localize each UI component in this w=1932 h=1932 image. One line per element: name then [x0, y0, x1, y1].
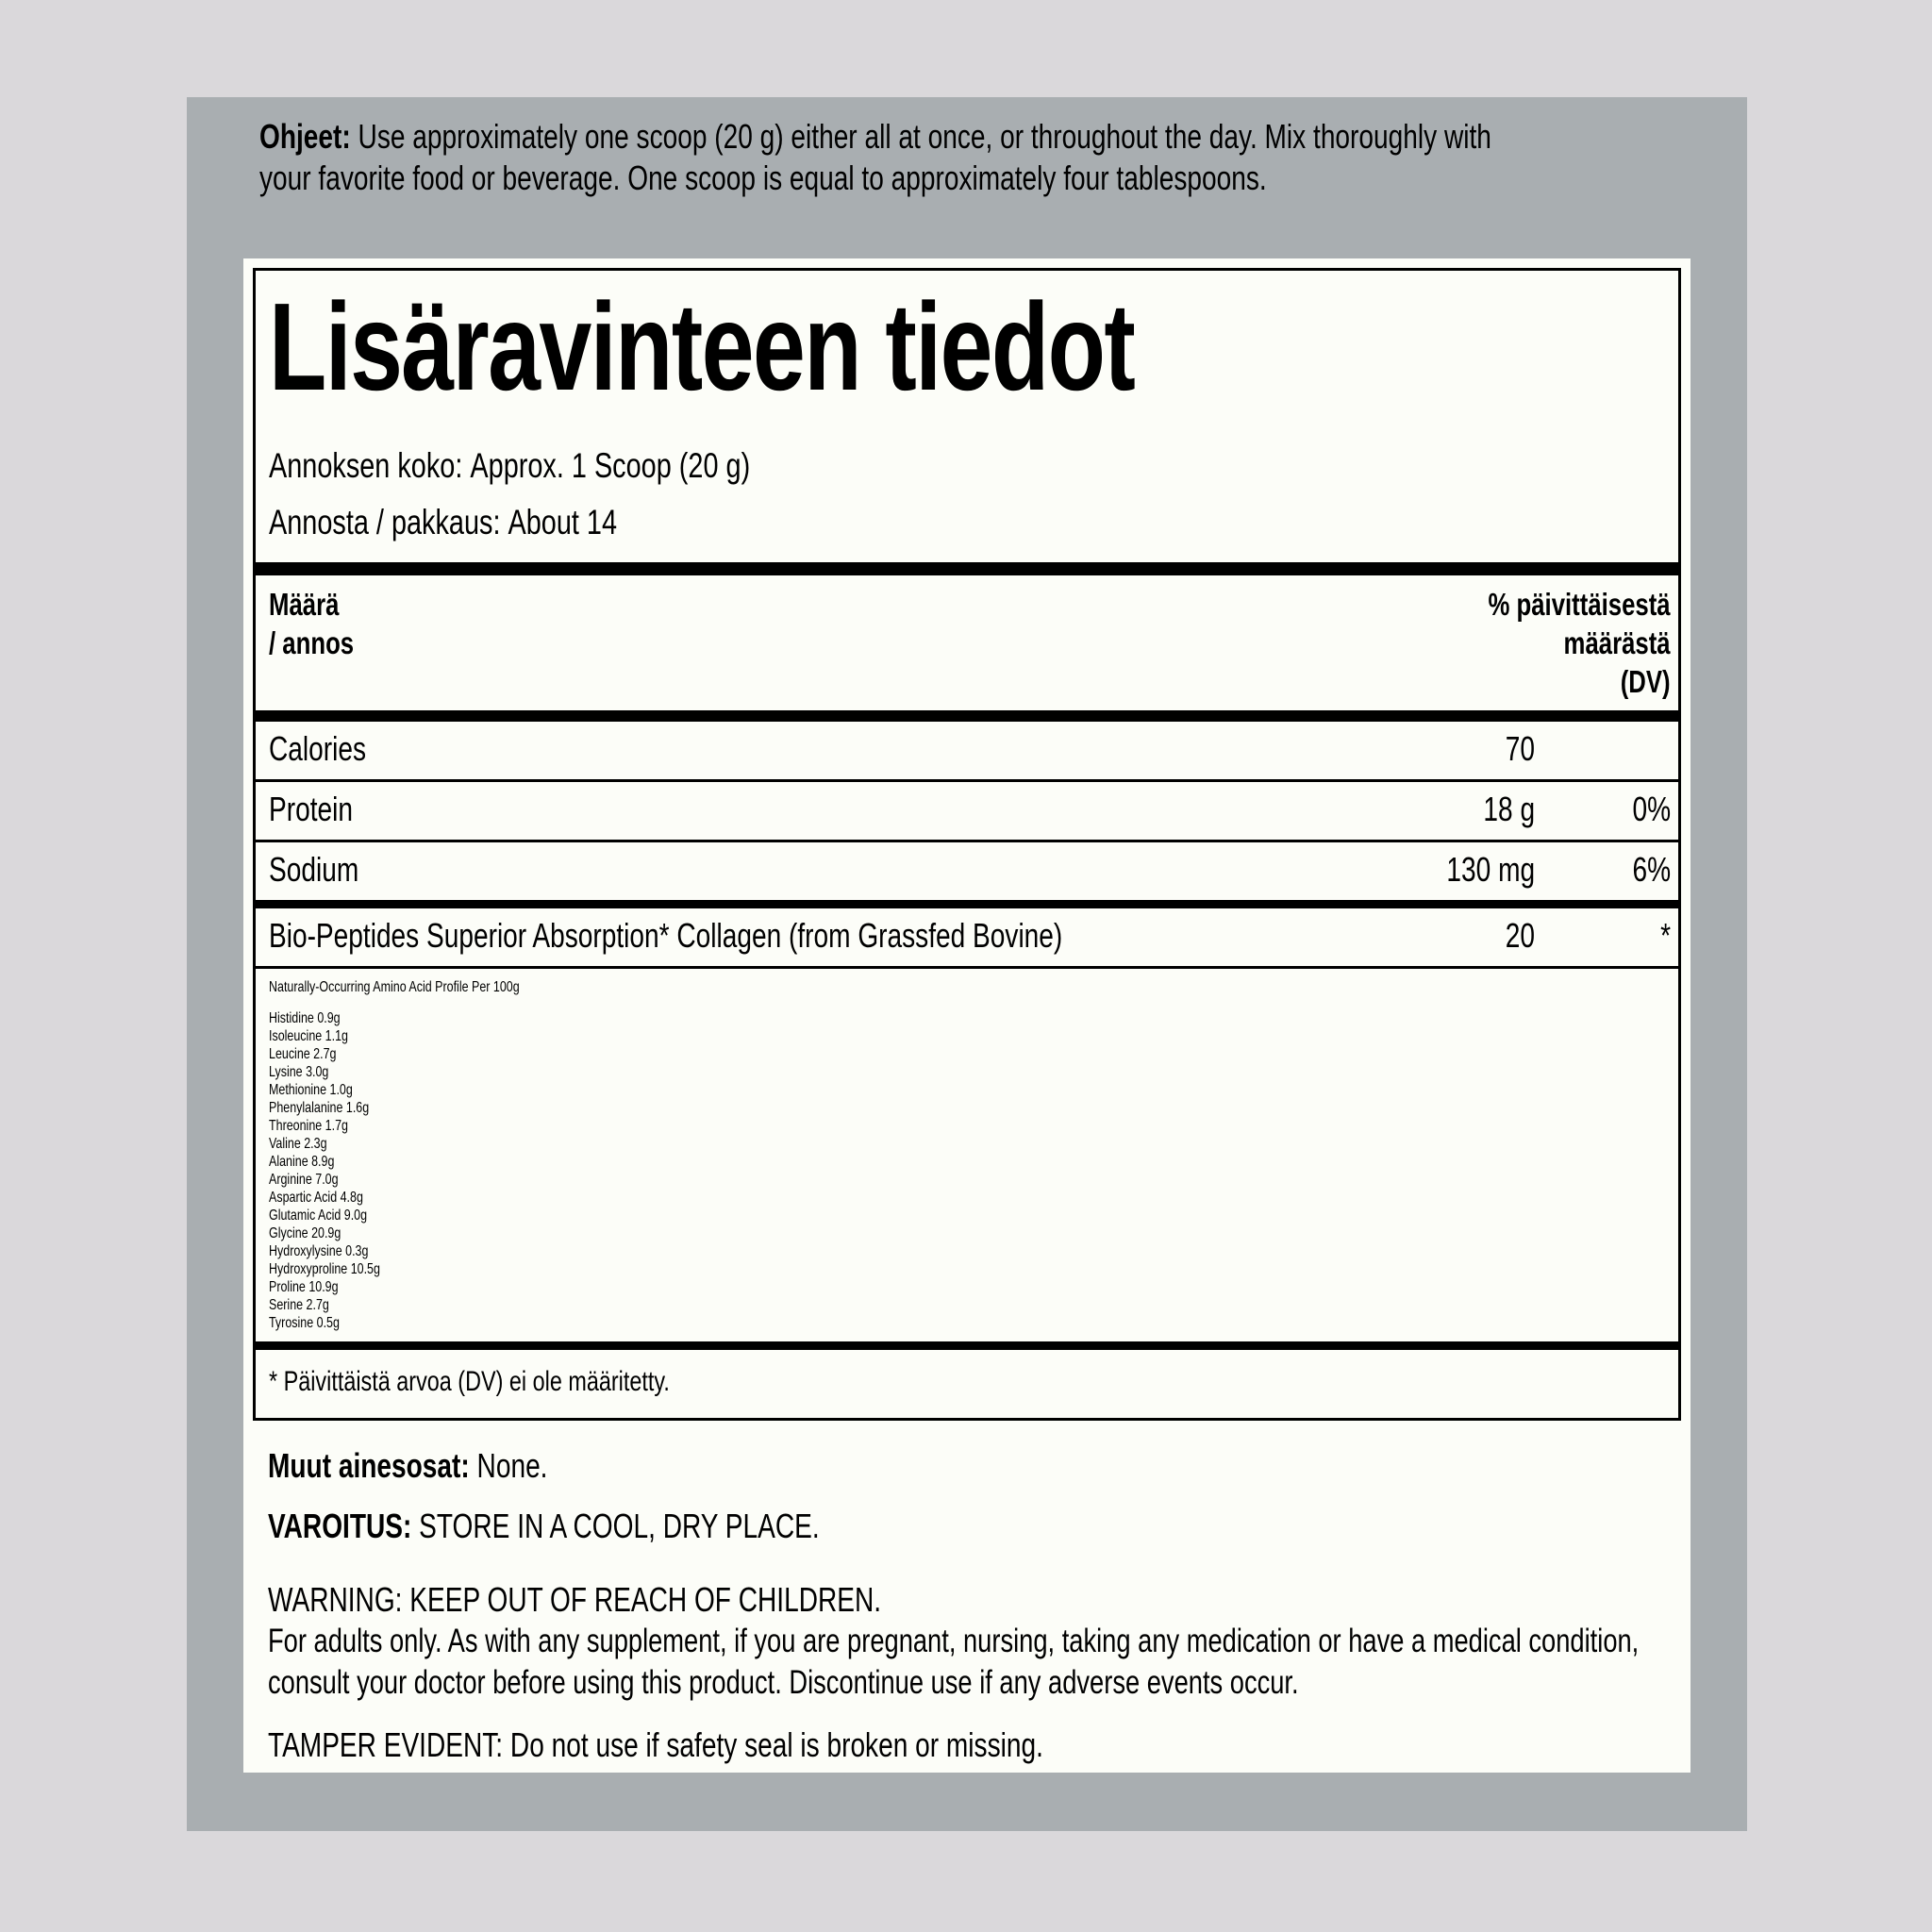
warning-title: WARNING: KEEP OUT OF REACH OF CHILDREN. [268, 1580, 882, 1620]
directions-line-1: Use approximately one scoop (20 g) either all at once, or throughout the day. Mix thoroughly with [358, 117, 1491, 156]
amino-profile-heading: Naturally-Occurring Amino Acid Profile Per 100g [269, 979, 520, 996]
divider-thick-top [256, 562, 1678, 575]
directions-text [259, 116, 1690, 199]
label-gray-panel [187, 97, 1747, 1831]
serving-size-row: Annoksen koko: Approx. 1 Scoop (20 g) [269, 446, 751, 486]
nutrient-name: Calories [269, 729, 366, 769]
amount-column-header: Määrä / annos [269, 587, 355, 661]
amino-item: Methionine 1.0g [269, 1082, 353, 1099]
dv-column-header: % päivittäisestä määrästä (DV) [1488, 587, 1671, 700]
nutrient-name: Bio-Peptides Superior Absorption* Collagen (from Grassfed Bovine) [269, 916, 1063, 956]
amino-item: Leucine 2.7g [269, 1046, 337, 1063]
warning-body: For adults only. As with any supplement, if you are pregnant, nursing, taking any medication or have a medical condition, consult your doctor before using this product. Discontinue use if any adverse events occur. [268, 1623, 1640, 1702]
table-row-sodium [256, 840, 1678, 900]
serving-info [256, 438, 1678, 551]
amino-acid-profile [256, 969, 1678, 1350]
amino-item: Arginine 7.0g [269, 1172, 339, 1189]
amino-item: Hydroxylysine 0.3g [269, 1243, 369, 1260]
supplement-facts-box [253, 268, 1681, 1421]
amino-item: Histidine 0.9g [269, 1010, 341, 1027]
table-row-collagen [256, 908, 1678, 966]
label-footer [253, 1421, 1681, 1766]
amino-item: Valine 2.3g [269, 1136, 327, 1153]
nutrient-dv: 6% [1632, 850, 1671, 890]
amino-item: Isoleucine 1.1g [269, 1028, 348, 1045]
directions-label: Ohjeet: [259, 117, 351, 156]
table-row-calories [256, 722, 1678, 779]
amino-item: Tyrosine 0.5g [269, 1315, 340, 1332]
nutrient-dv: 0% [1632, 790, 1671, 829]
amino-item: Proline 10.9g [269, 1279, 339, 1296]
divider-medium-above-footnote [256, 1341, 1678, 1350]
directions-line-2: your favorite food or beverage. One scoop is equal to approximately four tablespoons. [259, 158, 1267, 197]
tamper-evident-statement: TAMPER EVIDENT: Do not use if safety seal is broken or missing. [268, 1725, 1043, 1765]
nutrient-dv: * [1660, 916, 1671, 956]
facts-title: Lisäravinteen tiedot [269, 277, 1135, 416]
amino-item: Glycine 20.9g [269, 1225, 341, 1242]
divider-thick-under-header [256, 710, 1678, 722]
amino-item: Hydroxyproline 10.5g [269, 1261, 380, 1278]
nutrient-amount: 70 [1505, 729, 1535, 769]
other-ingredients: Muut ainesosat: None. [268, 1446, 548, 1486]
nutrient-rows [256, 722, 1678, 900]
amino-item: Phenylalanine 1.6g [269, 1100, 370, 1117]
amino-item: Alanine 8.9g [269, 1154, 335, 1171]
amino-item: Aspartic Acid 4.8g [269, 1190, 363, 1207]
nutrient-name: Protein [269, 790, 353, 829]
nutrient-name: Sodium [269, 850, 359, 890]
dv-footnote: * Päivittäistä arvoa (DV) ei ole määritetty. [269, 1366, 670, 1398]
servings-per-row: Annosta / pakkaus: About 14 [269, 503, 618, 542]
label-white-panel [243, 258, 1690, 1773]
facts-header-row [256, 575, 1678, 710]
amino-item: Threonine 1.7g [269, 1118, 348, 1135]
nutrient-amount: 20 [1505, 916, 1535, 956]
caution-statement: VAROITUS: STORE IN A COOL, DRY PLACE. [268, 1507, 820, 1546]
amino-item: Lysine 3.0g [269, 1064, 329, 1081]
table-row-protein [256, 779, 1678, 840]
nutrient-amount: 18 g [1483, 790, 1535, 829]
collagen-row-wrap [256, 908, 1678, 969]
nutrient-amount: 130 mg [1446, 850, 1535, 890]
divider-medium-above-collagen [256, 900, 1678, 908]
amino-item: Serine 2.7g [269, 1297, 329, 1314]
amino-item: Glutamic Acid 9.0g [269, 1208, 368, 1224]
